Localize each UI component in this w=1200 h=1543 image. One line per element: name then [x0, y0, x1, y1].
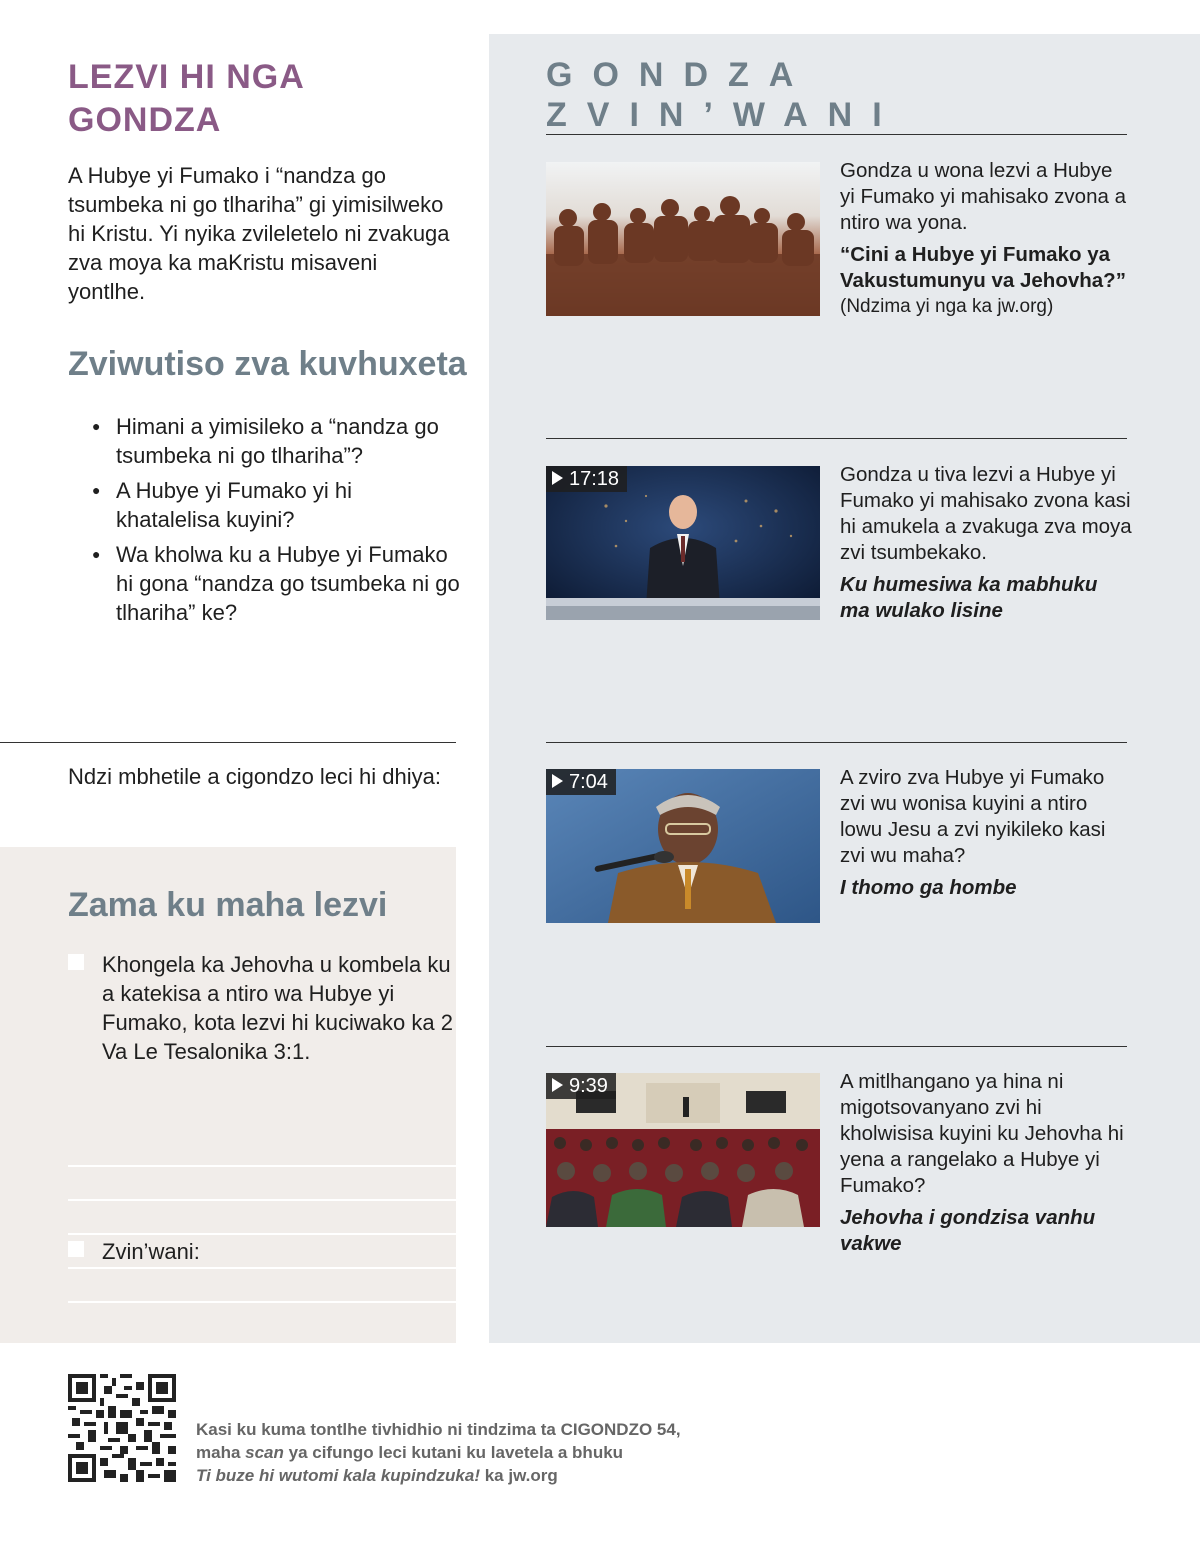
review-question: ● Wa kholwa ku a Hubye yi Fumako hi gona “nandza go tsumbeka ni go tlhariha” ke?	[68, 540, 460, 627]
play-icon	[552, 1078, 563, 1092]
book-title-link[interactable]: Ti buze hi wutomi kala kupindzuka!	[196, 1466, 480, 1485]
try-heading: Zama ku maha lezvi	[68, 886, 388, 924]
learn-more-heading: GONDZA ZVIN’WANI	[546, 56, 902, 134]
task-text: Zvin’wani:	[102, 1239, 200, 1264]
section-heading: LEZVI HI NGA GONDZA	[68, 58, 304, 139]
review-question: ● Himani a yimisileko a “nandza go tsumbeka ni go tlhariha”?	[68, 412, 460, 470]
qr-code-image[interactable]	[68, 1374, 176, 1482]
task-text: Khongela ka Jehovha u kombela ku a katekisa a ntiro wa Hubye yi Fumako, kota lezvi hi kuciwako ka 2 Va Le Tesalonika 3:1.	[102, 952, 453, 1064]
presenter-at-desk-image[interactable]	[546, 466, 820, 620]
divider	[546, 134, 1127, 135]
task-checkbox[interactable]	[68, 1241, 84, 1257]
item-description: Gondza u tiva lezvi a Hubye yi Fumako yi mahisako zvona kasi hi amukela a zvakuga zva moya zvi tsumbekako.	[840, 463, 1132, 564]
item-title-link[interactable]: I thomo ga hombe	[840, 876, 1017, 899]
learn-more-item	[840, 158, 1132, 320]
review-question: ● A Hubye yi Fumako yi hi khatalelisa kuyini?	[68, 476, 460, 534]
item-title-link[interactable]: Ku humesiwa ka mabhuku ma wulako lisine	[840, 573, 1098, 622]
completed-date-label: Ndzi mbhetile a cigondzo leci hi dhiya:	[68, 764, 441, 789]
item-description: A zviro zva Hubye yi Fumako zvi wu wonisa kuyini a ntiro lowu Jesu a zvi nyikileko kasi zvi wu maha?	[840, 766, 1106, 867]
review-question-list	[68, 412, 460, 633]
write-line[interactable]	[68, 1267, 456, 1269]
footer-line: Kasi ku kuma tontlhe tivhidhio ni tindzima ta CIGONDZO 54,	[196, 1420, 681, 1439]
divider	[546, 438, 1127, 439]
write-line[interactable]	[68, 1165, 456, 1167]
divider	[546, 742, 1127, 743]
speaker-at-microphone-image[interactable]	[546, 769, 820, 923]
divider	[0, 742, 456, 743]
try-task	[68, 950, 460, 1066]
try-task-other	[68, 1237, 460, 1266]
intro-paragraph: A Hubye yi Fumako i “nandza go tsumbeka ni go tlhariha” gi yimisilweko hi Kristu. Yi nyika zvileletelo ni zvakuga zva moya ka maKristu misaveni yontlhe.	[68, 163, 450, 304]
footer-line: Ti buze hi wutomi kala kupindzuka! ka jw.org	[196, 1466, 558, 1485]
item-source: (Ndzima yi nga ka jw.org)	[840, 296, 1054, 317]
try-this-panel	[0, 847, 456, 1343]
review-heading: Zviwutiso zva kuvhuxeta	[68, 345, 467, 383]
divider	[546, 1046, 1127, 1047]
classroom-audience-image[interactable]	[546, 1073, 820, 1227]
learn-more-item	[840, 1069, 1132, 1257]
write-line[interactable]	[68, 1199, 456, 1201]
item-title-link[interactable]: Jehovha i gondzisa vanhu vakwe	[840, 1206, 1096, 1255]
learn-more-item	[840, 462, 1132, 624]
video-duration-badge: 7:04	[546, 769, 616, 795]
item-description: Gondza u wona lezvi a Hubye yi Fumako yi mahisako zvona a ntiro wa yona.	[840, 159, 1126, 234]
item-description: A mitlhangano ya hina ni migotsovanyano zvi hi kholwisisa kuyini ku Jehovha hi yena a rangelako a Hubye yi Fumako?	[840, 1070, 1124, 1197]
video-duration-badge: 17:18	[546, 466, 627, 492]
play-icon	[552, 774, 563, 788]
item-title-link[interactable]: “Cini a Hubye yi Fumako ya Vakustumunyu va Jehovha?”	[840, 243, 1126, 292]
write-line[interactable]	[68, 1233, 456, 1235]
footer-line: maha scan ya cifungo leci kutani ku lavetela a bhuku	[196, 1443, 624, 1462]
learn-more-item	[840, 765, 1132, 901]
silhouette-meeting-image[interactable]	[546, 162, 820, 316]
video-duration-badge: 9:39	[546, 1073, 616, 1099]
write-line[interactable]	[68, 1301, 456, 1303]
task-checkbox[interactable]	[68, 954, 84, 970]
footer-note	[196, 1418, 756, 1487]
play-icon	[552, 471, 563, 485]
